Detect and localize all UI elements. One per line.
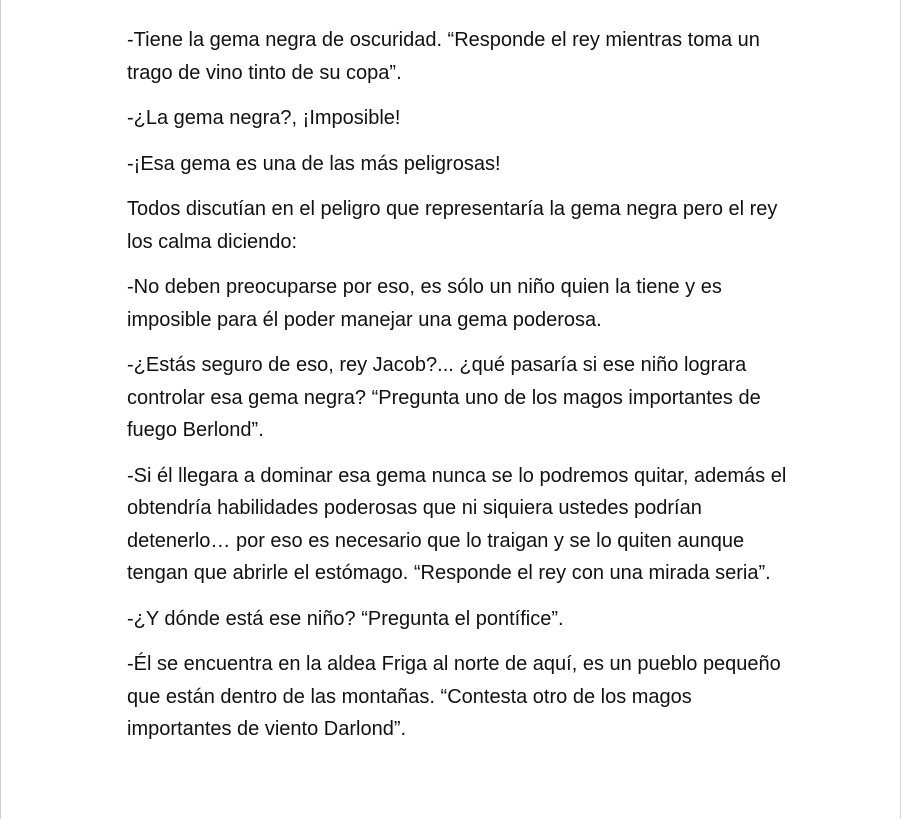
paragraph-4: Todos discutían en el peligro que representaría la gema negra pero el rey los calma diciendo: bbox=[127, 198, 778, 253]
paragraph-5: -No deben preocuparse por eso, es sólo un niño quien la tiene y es imposible para él poder manejar una gema poderosa. bbox=[127, 276, 722, 331]
paragraph-6: -¿Estás seguro de eso, rey Jacob?... ¿qué pasaría si ese niño lograra controlar esa gema negra? “Pregunta uno de los magos importantes de fuego Berlond”. bbox=[127, 354, 761, 441]
paragraph-9: -Él se encuentra en la aldea Friga al norte de aquí, es un pueblo pequeño que están dentro de las montañas. “Contesta otro de los magos importantes de viento Darlond”. bbox=[127, 653, 781, 740]
paragraph-7: -Si él llegara a dominar esa gema nunca se lo podremos quitar, además el obtendría habilidades poderosas que ni siquiera ustedes podrían detenerlo… por eso es necesario que lo traigan y se lo quiten aunque tengan que abrirle el estómago. “Responde el rey con una mirada seria”. bbox=[127, 464, 787, 584]
paragraph-1: -Tiene la gema negra de oscuridad. “Responde el rey mientras toma un trago de vino tinto de su copa”. bbox=[127, 29, 760, 84]
paragraph-8: -¿Y dónde está ese niño? “Pregunta el pontífice”. bbox=[127, 607, 564, 630]
paragraph-2: -¿La gema negra?, ¡Imposible! bbox=[127, 107, 401, 129]
paragraph-3: -¡Esa gema es una de las más peligrosas! bbox=[127, 152, 501, 175]
document-body bbox=[127, 24, 787, 759]
